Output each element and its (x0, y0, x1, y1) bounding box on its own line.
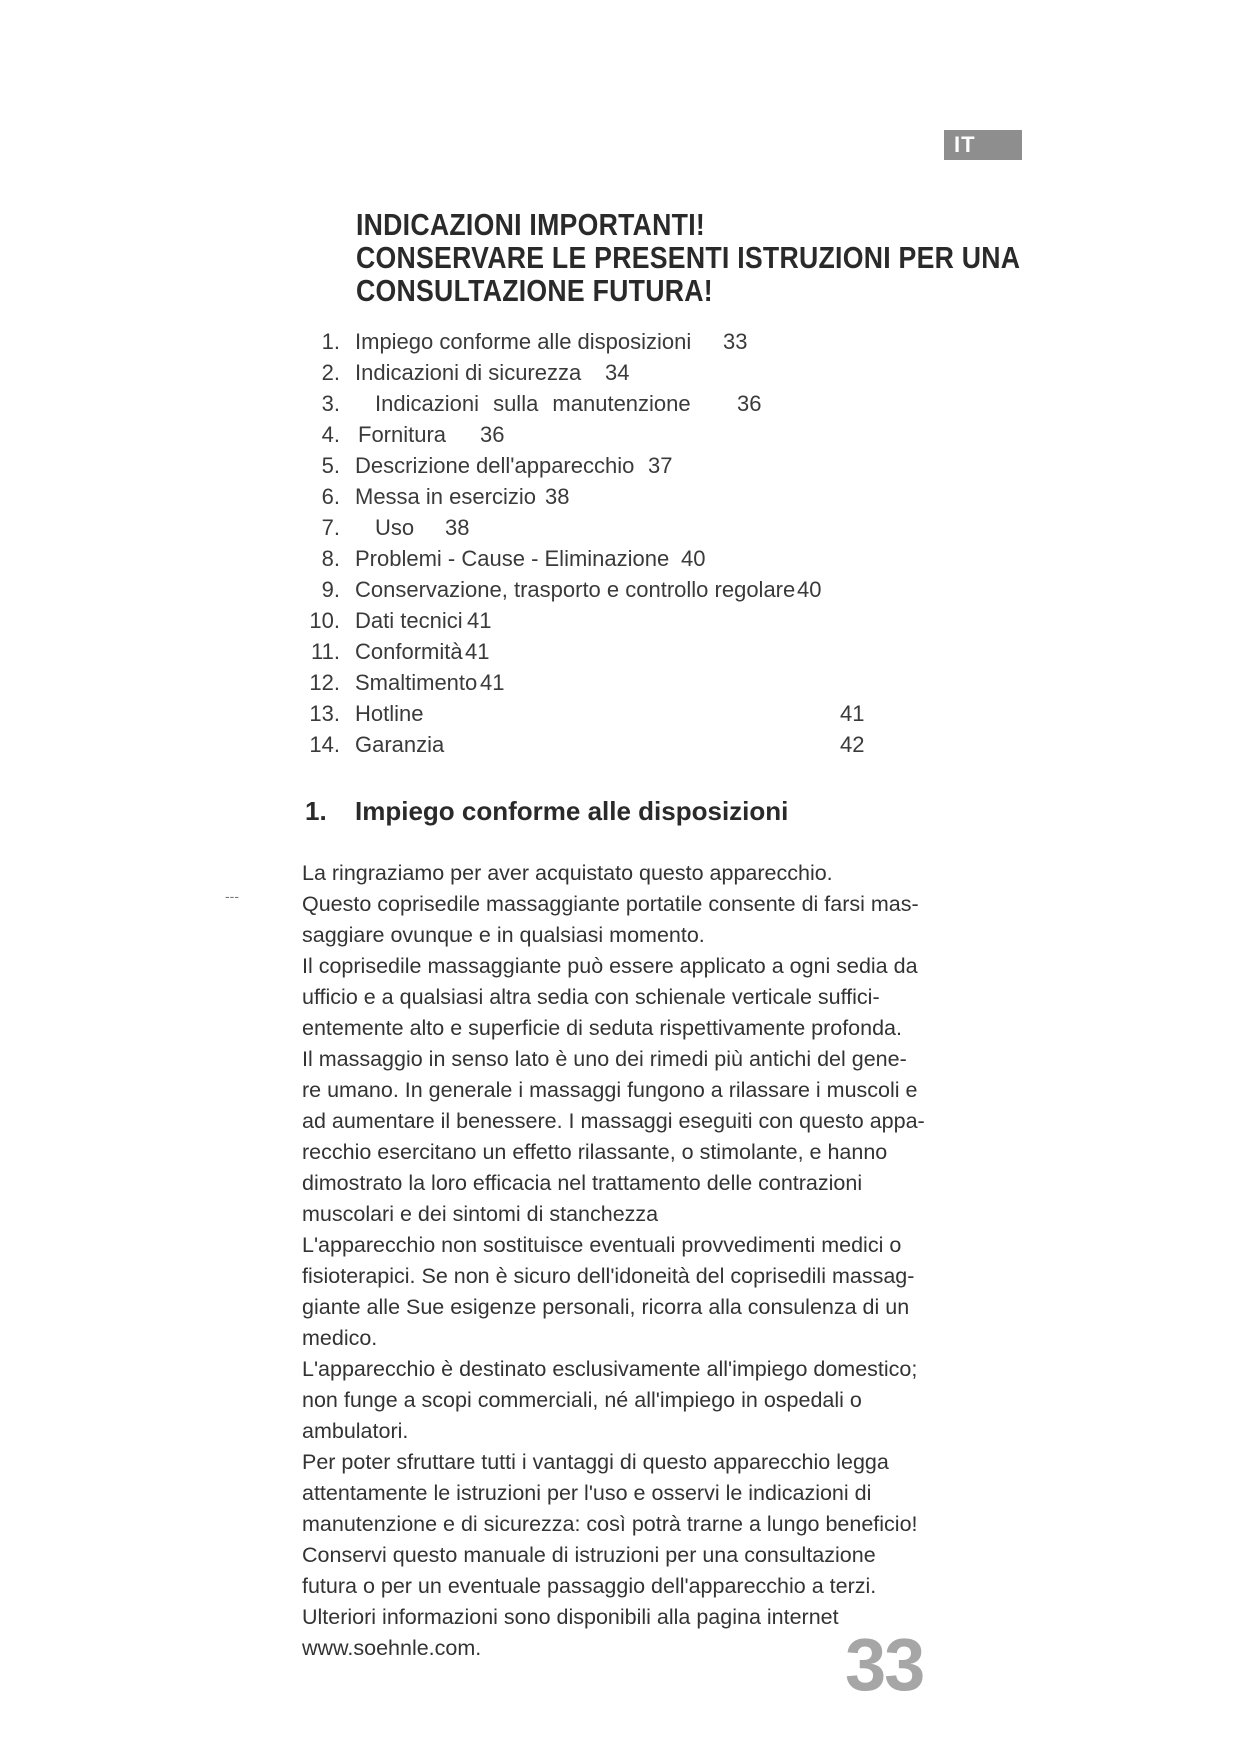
toc-title: Uso (375, 515, 415, 540)
important-heading (356, 207, 1021, 308)
text-line: entemente alto e superficie di seduta rispettivamente profonda. (302, 1016, 902, 1040)
toc-page: 38 (545, 484, 570, 509)
text-line: Il coprisedile massaggiante può essere applicato a ogni sedia da (302, 954, 918, 978)
toc-number: 10. (309, 608, 340, 633)
text-line: Questo coprisedile massaggiante portatile consente di farsi mas- (302, 892, 919, 916)
text-line: saggiare ovunque e in qualsiasi momento. (302, 923, 705, 947)
text-line: attentamente le istruzioni per l'uso e osservi le indicazioni di (302, 1481, 872, 1505)
heading-line: CONSERVARE LE PRESENTI ISTRUZIONI PER UNA (356, 240, 1021, 275)
text-line: Ulteriori informazioni sono disponibili alla pagina internet (302, 1605, 839, 1629)
toc-number: 4. (321, 422, 340, 447)
toc-title: Indicazioni sulla manutenzione (375, 391, 691, 416)
toc-page: 40 (681, 546, 706, 571)
toc-entry (300, 450, 880, 481)
text-line: muscolari e dei sintomi di stanchezza (302, 1202, 659, 1226)
toc-title: Hotline (355, 701, 424, 726)
text-line: manutenzione e di sicurezza: così potrà trarne a lungo beneficio! (302, 1512, 918, 1536)
side-mark: --- (225, 888, 239, 904)
text-line: L'apparecchio è destinato esclusivamente all'impiego domestico; (302, 1357, 918, 1381)
toc-entry (300, 574, 880, 605)
body-text (302, 858, 942, 1664)
text-line: medico. (302, 1326, 378, 1350)
toc-page: 41 (467, 608, 492, 633)
toc-title: Problemi - Cause - Eliminazione (355, 546, 670, 571)
page-number: 33 (845, 1623, 924, 1706)
toc-entry (300, 388, 880, 419)
toc-entry (300, 667, 880, 698)
text-line: ufficio e a qualsiasi altra sedia con schienale verticale suffici- (302, 985, 880, 1009)
toc-page: 33 (723, 329, 748, 354)
toc-number: 14. (309, 732, 340, 757)
toc-page: 42 (840, 732, 865, 757)
heading-line: INDICAZIONI IMPORTANTI! (356, 207, 706, 242)
toc-title: Garanzia (355, 732, 445, 757)
text-line: recchio esercitano un effetto rilassante, o stimolante, e hanno (302, 1140, 888, 1164)
toc-entry (300, 326, 880, 357)
toc-page: 38 (445, 515, 470, 540)
table-of-contents (300, 326, 880, 760)
toc-entry (300, 512, 880, 543)
section-title: Impiego conforme alle disposizioni (355, 796, 789, 826)
toc-entry (300, 698, 880, 729)
section-number: 1. (305, 796, 327, 826)
toc-title: Dati tecnici (355, 608, 463, 633)
toc-number: 5. (321, 453, 340, 478)
toc-entry (300, 357, 880, 388)
text-line: futura o per un eventuale passaggio dell'apparecchio a terzi. (302, 1574, 877, 1598)
text-line: non funge a scopi commerciali, né all'impiego in ospedali o (302, 1388, 862, 1412)
toc-number: 3. (321, 391, 340, 416)
toc-page: 41 (840, 701, 865, 726)
toc-number: 9. (321, 577, 340, 602)
toc-title: Descrizione dell'apparecchio (355, 453, 635, 478)
toc-number: 6. (321, 484, 340, 509)
toc-page: 41 (480, 670, 505, 695)
text-line: Per poter sfruttare tutti i vantaggi di questo apparecchio legga (302, 1450, 889, 1474)
toc-entry (300, 543, 880, 574)
toc-title: Indicazioni di sicurezza (355, 360, 582, 385)
toc-title: Fornitura (358, 422, 447, 447)
toc-page: 36 (480, 422, 505, 447)
toc-title: Smaltimento (355, 670, 478, 695)
text-line: fisioterapici. Se non è sicuro dell'idoneità del coprisedili massag- (302, 1264, 915, 1288)
text-line: dimostrato la loro efficacia nel trattamento delle contrazioni (302, 1171, 863, 1195)
toc-page: 36 (737, 391, 762, 416)
text-line: re umano. In generale i massaggi fungono a rilassare i muscoli e (302, 1078, 918, 1102)
toc-page: 34 (605, 360, 630, 385)
toc-title: Conservazione, trasporto e controllo regolare (355, 577, 796, 602)
toc-entry (300, 419, 880, 450)
toc-title: Impiego conforme alle disposizioni (355, 329, 692, 354)
toc-number: 1. (321, 329, 340, 354)
toc-number: 12. (309, 670, 340, 695)
text-line: giante alle Sue esigenze personali, ricorra alla consulenza di un (302, 1295, 910, 1319)
toc-page: 41 (465, 639, 490, 664)
toc-number: 13. (309, 701, 340, 726)
section-heading (305, 796, 788, 827)
toc-number: 8. (321, 546, 340, 571)
toc-number: 7. (321, 515, 340, 540)
language-tab: IT (944, 130, 1022, 160)
toc-number: 2. (321, 360, 340, 385)
text-line: Il massaggio in senso lato è uno dei rimedi più antichi del gene- (302, 1047, 907, 1071)
toc-entry (300, 729, 880, 760)
text-line: L'apparecchio non sostituisce eventuali provvedimenti medici o (302, 1233, 902, 1257)
toc-entry (300, 636, 880, 667)
toc-entry (300, 481, 880, 512)
toc-number: 11. (311, 639, 340, 664)
toc-title: Conformità (355, 639, 463, 664)
text-line: Conservi questo manuale di istruzioni per una consultazione (302, 1543, 876, 1567)
text-line: La ringraziamo per aver acquistato questo apparecchio. (302, 861, 833, 885)
heading-line: CONSULTAZIONE FUTURA! (356, 273, 713, 308)
toc-page: 37 (648, 453, 673, 478)
text-line: www.soehnle.com. (302, 1636, 482, 1660)
toc-title: Messa in esercizio (355, 484, 536, 509)
toc-entry (300, 605, 880, 636)
text-line: ad aumentare il benessere. I massaggi eseguiti con questo appa- (302, 1109, 925, 1133)
toc-page: 40 (797, 577, 822, 602)
text-line: ambulatori. (302, 1419, 409, 1443)
